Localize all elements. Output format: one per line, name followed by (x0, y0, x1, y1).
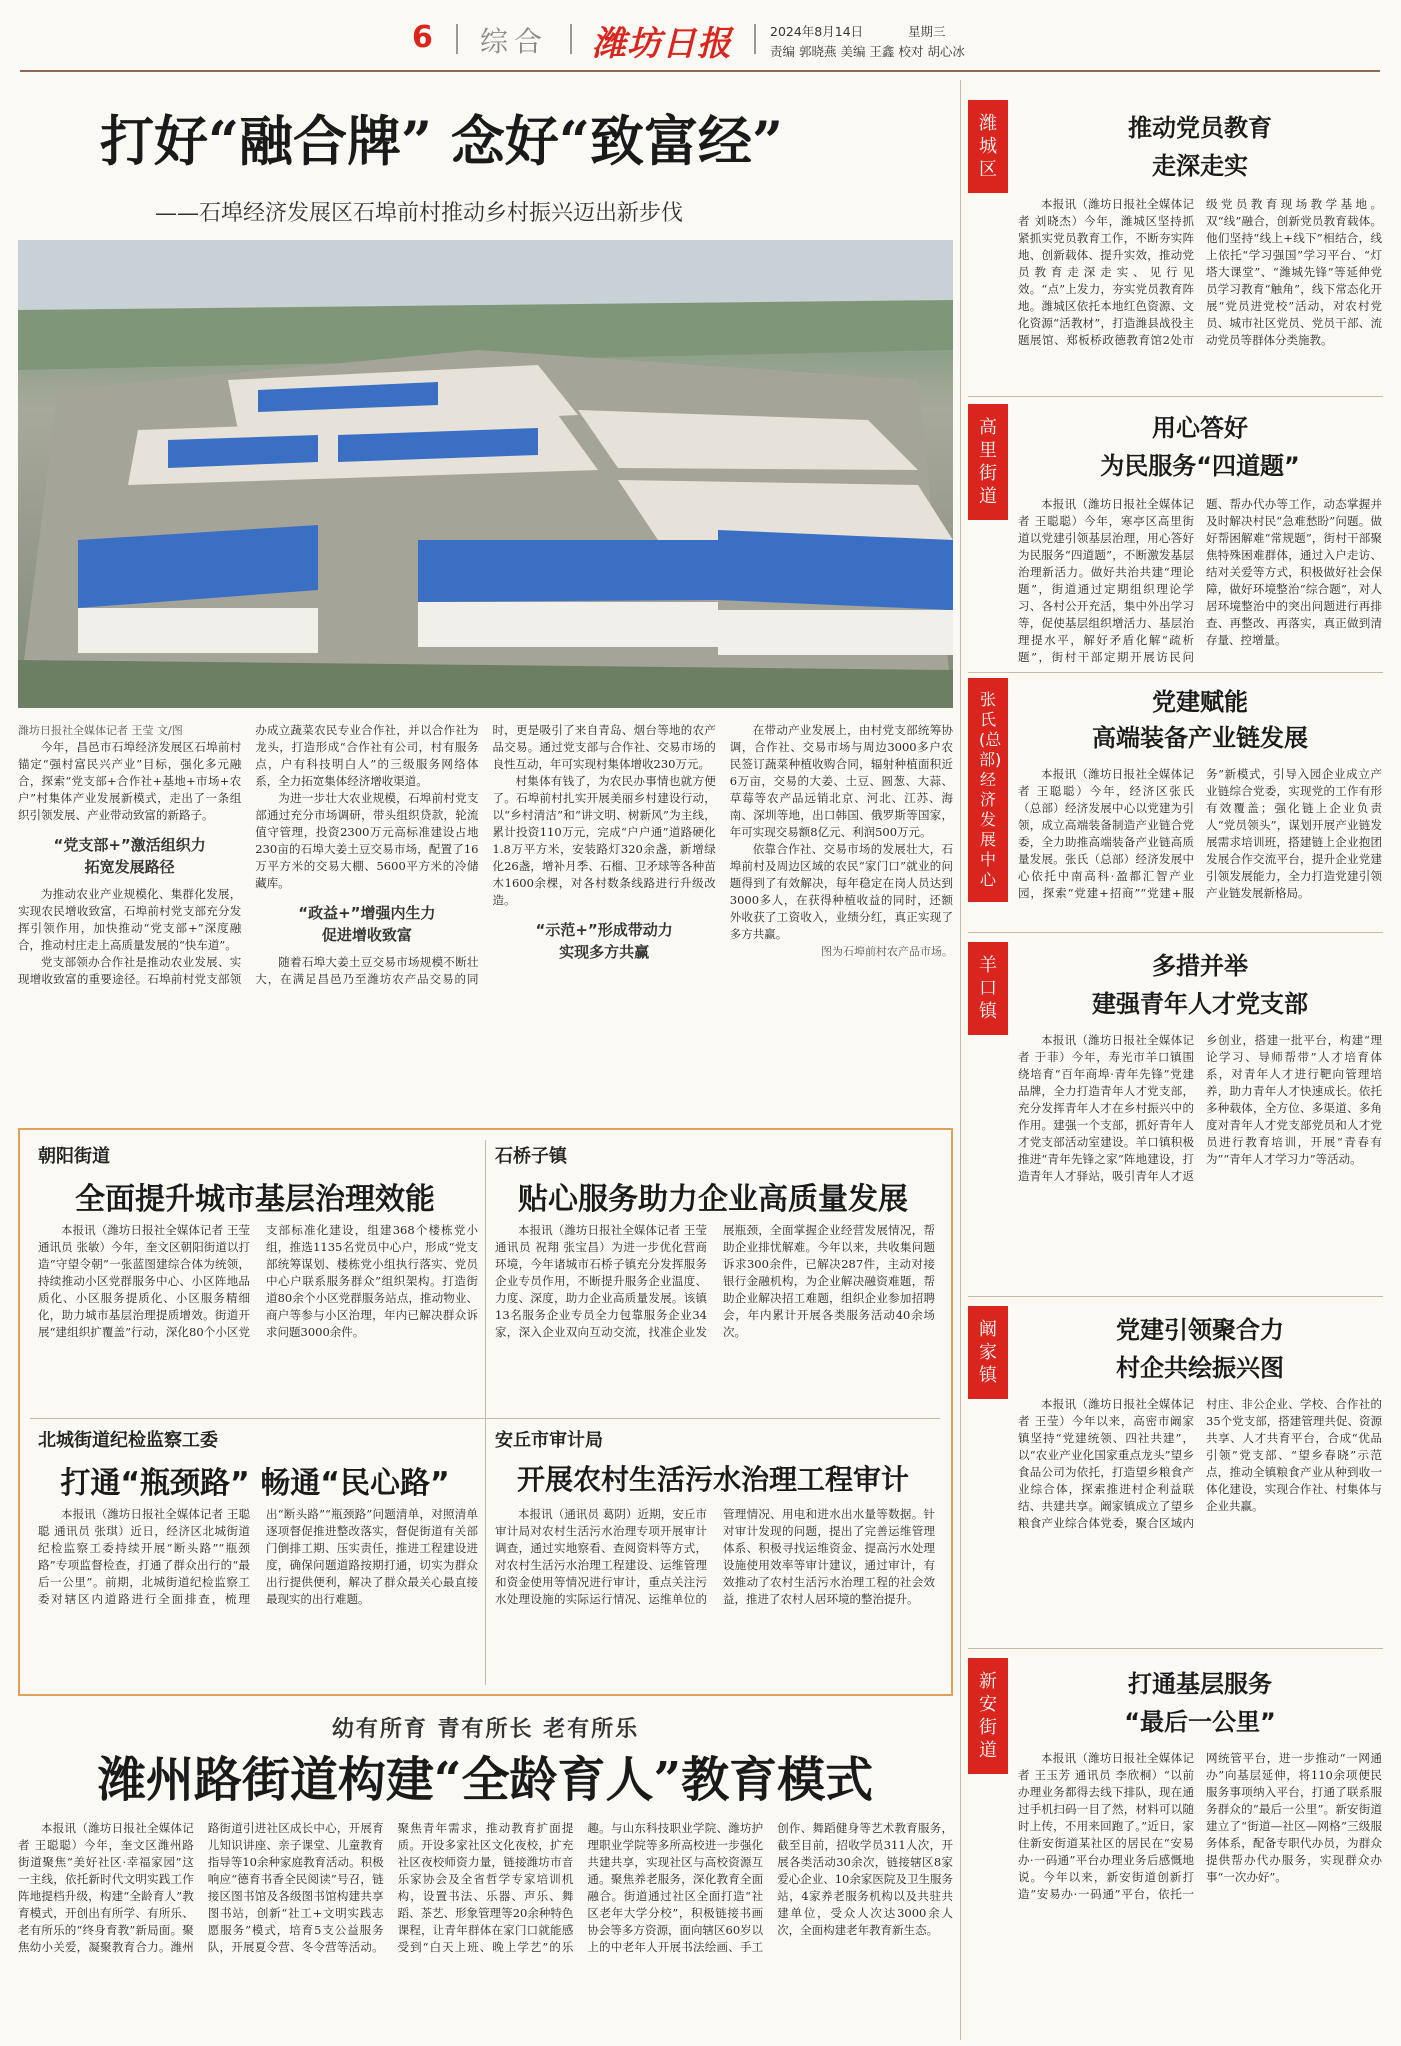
b2-title-1: 用心答好 (1152, 414, 1248, 442)
b3-title-2: 高端装备产业链发展 (1092, 724, 1308, 752)
right-column-rule (960, 80, 961, 2040)
brief-title-chaoyang: 全面提升城市基层治理效能 (75, 1182, 435, 1217)
district-tag-zhangshi-label: 张氏(总部)经济发展中心 (979, 690, 1002, 889)
masthead-divider-3 (754, 24, 756, 54)
divider-b2 (968, 672, 1383, 673)
main-paragraph-8: 依靠合作社、交易市场的发展壮大，石埠前村及周边区域的农民“家门口”就业的问题得到了有效解决，每年稳定在岗人员达到3000多人，在获得种植收益的同时，还额外收获了工资收入，业绩分红，真正实现了多方共赢。 (729, 842, 953, 941)
photo-note: 图为石埠前村农产品市场。 (821, 945, 953, 958)
b1-title-2: 走深走实 (1152, 152, 1248, 180)
b1-body (1018, 196, 1382, 386)
b4-body (1018, 1032, 1382, 1290)
brief-place-anqiu: 安丘市审计局 (495, 1430, 603, 1451)
masthead-divider-1 (456, 24, 458, 54)
main-paragraph-5: 随着石埠大姜土豆交易市场规模不断壮大，在满足昌邑乃至潍坊农产品交易的同时，更是吸引了来自青岛、烟台等地的农产品交易。通过党支部与合作社、交易市场的良性互动，年可实现村集体增收230万元。 (255, 723, 716, 986)
b5-title-1: 党建引领聚合力 (1116, 1316, 1284, 1344)
bottom-story-body (18, 1820, 953, 2040)
page-number: 6 (412, 20, 433, 55)
b3-text: 本报讯（潍坊日报社全媒体记者 王聪聪）今年，经济区张氏（总部）经济发展中心以党建为引领，成立高端装备制造产业链合党委，全力助推高端装备产业链高质量发展。张氏（总部）经济发展中心依托中南高科·盈都汇智产业园，探索“党建+招商”“党建+服务”新模式，引导入园企业成立产业链综合党委，实现党的工作有形有效覆盖；强化链上企业负责人“党员领头”，谋划开展产业链发展需求培训班，搭建链上企业抱团发展合作交流平台，提升企业党建引领发展能力，全力打造党建引领产业链发展新格局。 (1018, 767, 1382, 900)
district-tag-zhangshi (968, 678, 1008, 902)
b6-title-2: “最后一公里” (1124, 1708, 1276, 1736)
brief-place-shiqiaozi: 石桥子镇 (495, 1146, 567, 1167)
b5-title-2: 村企共绘振兴图 (1116, 1354, 1284, 1382)
district-tag-xinan (968, 1658, 1008, 1774)
brief-body-shiqiaozi (495, 1222, 935, 1412)
main-section-1-subhead: 拓宽发展路径 (84, 858, 175, 876)
bottom-kicker: 幼有所育 青有所长 老有所乐 (331, 1717, 640, 1742)
district-tag-gaoli-label: 高里街道 (979, 417, 997, 507)
issue-weekday: 星期三 (908, 24, 946, 39)
brief-body-beicheng (38, 1506, 478, 1686)
b4-title-2: 建强青年人才党支部 (1092, 990, 1308, 1018)
masthead-divider-2 (570, 24, 572, 54)
b2-body (1018, 496, 1382, 668)
brief-text-beicheng: 本报讯（潍坊日报社全媒体记者 王聪聪 通讯员 张琪）近日，经济区北城街道纪检监察工委持续开展“断头路”“瓶颈路”专项监督检查，打通了群众出行的“最后一公里”。前期，北城街道纪检监察工委对辖区内道路进行全面排查，梳理出“断头路”“瓶颈路”问题清单，对照清单逐项督促推进整改落实，督促街道有关部门倒排工期、压实责任，推进工程建设进度，确保问题道路按期打通，切实为群众出行提供便利，解决了群众最关心最直接最现实的出行难题。 (38, 1507, 478, 1606)
masthead-rule (20, 70, 1380, 72)
brief-title-beicheng: 打通“瓶颈路” 畅通“民心路” (60, 1466, 450, 1501)
main-section-3-subhead: 实现多方共赢 (559, 943, 650, 961)
district-tag-kanjia (968, 1306, 1008, 1399)
b3-title-1: 党建赋能 (1152, 688, 1248, 716)
brief-place-beicheng: 北城街道纪检监察工委 (38, 1430, 218, 1451)
b4-text: 本报讯（潍坊日报社全媒体记者 于菲）今年，寿光市羊口镇围绕培育“百年商埠·青年先锋”党建品牌，全力打造青年人才党支部，充分发挥青年人才在乡村振兴中的作用。建强一个支部，抓好青年人才党支部活动室建设。羊口镇积极推进“青年先锋之家”阵地建设，打造青年人才驿站，吸引青年人才返乡创业，搭建一批平台，构建“理论学习、导师帮带”人才培育体系，对青年人才进行靶向管理培养，助力青年人才快速成长。依托多种载体，全方位、多渠道、多角度对青年人才党支部党员和人才党员进行教育培训，开展“青春有为”“青年人才学习力”等活动。 (1018, 1033, 1382, 1183)
issue-date: 2024年8月14日 (770, 24, 864, 39)
divider-b4 (968, 1296, 1383, 1297)
b1-title-1: 推动党员教育 (1128, 114, 1272, 142)
main-subheadline: ——石埠经济发展区石埠前村推动乡村振兴迈出新步伐 (155, 201, 684, 226)
b3-body (1018, 766, 1382, 904)
brief-text-anqiu: 本报讯（通讯员 葛阴）近期，安丘市审计局对农村生活污水治理专项开展审计调查，通过实地察看、查阅资料等方式，对农村生活污水治理工程建设、运维管理和资金使用等情况进行审计，重点关注污水处理设施的实际运行情况、运维单位的管理情况、用电和进水出水量等数据。针对审计发现的问题，提出了完善运维管理体系、积极寻找运维资金、提高污水处理设施使用效率等审计建议，通过审计，有效推动了农村生活污水治理工程的社会效益，推进了农村人居环境的整治提升。 (495, 1507, 935, 1606)
paper-logo: 潍坊日报 (592, 24, 732, 64)
district-tag-gaoli (968, 404, 1008, 520)
brief-body-anqiu (495, 1506, 935, 1686)
divider-b3 (968, 932, 1383, 933)
brief-body-chaoyang (38, 1222, 478, 1412)
divider-b5 (968, 1648, 1383, 1649)
b2-title-2: 为民服务“四道题” (1100, 452, 1300, 480)
brief-title-shiqiaozi: 贴心服务助力企业高质量发展 (518, 1182, 908, 1217)
main-headline: 打好“融合牌” 念好“致富经” (100, 109, 784, 173)
section-name: 综合 (480, 25, 549, 58)
main-paragraph-4: 为进一步壮大农业规模，石埠前村党支部通过充分市场调研，带头组织贷款，轮流值守管理，投资2300万元高标准建设占地230亩的石埠大姜土豆交易市场，配置了16万平方米的交易大棚、5600平方米的冷储藏库。 (255, 791, 479, 890)
divider-b1 (968, 396, 1383, 397)
editor-credits: 责编 郭晓燕 美编 王鑫 校对 胡心冰 (770, 44, 965, 59)
main-paragraph-6: 村集体有钱了，为农民办事情也就方便了。石埠前村扎实开展美丽乡村建设行动，以“乡村清洁”和“讲文明、树新风”为主线，累计投资110万元，完成“户户通”道路硬化1.8万平方米，安装路灯320余盏，新增绿化26盏，增补月季、石榴、卫矛球等各种苗木1600余棵，对各村数条线路进行升级改造。 (492, 774, 716, 907)
main-story-body (18, 722, 953, 1162)
main-section-2-subhead: 促进增收致富 (321, 926, 412, 944)
district-tag-kanjia-label: 阚家镇 (979, 1319, 997, 1386)
main-section-2-head: “政益+”增强内生力 (298, 904, 436, 922)
main-paragraph-1: 今年，昌邑市石埠经济发展区石埠前村锚定“强村富民兴产业”目标，强化多元融合，探索“党支部+合作社+基地+市场+农户”村集体产业发展新模式，走出了一条组织引领发展、产业带动致富的新路子。 (18, 740, 242, 822)
main-section-3-head: “示范+”形成带动力 (535, 921, 673, 939)
main-caption: 潍坊日报社全媒体记者 王莹 文/图 (18, 724, 183, 737)
b5-text: 本报讯（潍坊日报社全媒体记者 王莹）今年以来，高密市阚家镇坚持“党建统领、四社共建”，以“农业产业化国家重点龙头”望乡食品公司为依托，打造望乡粮食产业综合体，探索推进村企利益联结、共建共享。阚家镇成立了望乡粮食产业综合体党委，聚合区域内村庄、非公企业、学校、合作社的35个党支部，搭建管理共促、资源共享、人才共育平台，合成“优品引领”党支部、“望乡春晓”示范点，推动全镇粮食产业从种到收一体化建设，实现合作社、村集体与企业共赢。 (1018, 1397, 1382, 1530)
b2-text: 本报讯（潍坊日报社全媒体记者 王聪聪）今年，寒亭区高里街道以党建引领基层治理，用心答好为民服务“四道题”，不断激发基层治理新活力。做好共治共建“理论题”，街道通过定期组织理论学习、各村公开充活，集中外出学习等，促使基层组织增活力、基层治理提水平，解好矛盾化解“疏析题”，街村干部定期开展访民问题、帮办代办等工作，动态掌握并及时解决村民“急难愁盼”问题。做好帮困解难“常规题”，街村干部聚焦特殊困难群体，通过入户走访、结对关爱等方式，积极做好社会保障，做好环境整治“综合题”，对人居环境整治中的突出问题进行再排查、再整改、再落实，真正做到清存量、控增量。 (1018, 497, 1382, 664)
b4-title-1: 多措并举 (1152, 952, 1248, 980)
brief-title-anqiu: 开展农村生活污水治理工程审计 (516, 1463, 909, 1496)
main-paragraph-2: 为推动农业产业规模化、集群化发展，实现农民增收致富，石埠前村党支部充分发挥引领作用，加快推动“党支部+”深度融合，推动村庄走上高质量发展的“快车道”。 (18, 887, 242, 952)
district-tag-xinan-label: 新安街道 (979, 1671, 997, 1761)
b6-body (1018, 1750, 1382, 2038)
bottom-text: 本报讯（潍坊日报社全媒体记者 王聪聪）今年，奎文区潍州路街道聚焦“美好社区·幸福家园”这一主线，依托新时代文明实践工作阵地提档升级，构建“全龄育人”教育模式，开创出有所学、有所乐、老有所乐的“终身育教”新局面。聚焦幼小关爱，凝聚教育合力。潍州路街道引进社区成长中心，开展育儿知识讲座、亲子课堂、儿童教育指导等10余种家庭教育活动。积极响应“德育书香全民阅读”号召，链接区图书馆及各级图书馆构建共享图书站，创新“社工+文明实践志愿服务”模式，培育5支公益服务队，开展夏令营、冬令营等活动。聚焦青年需求，推动教育扩面提质。开设多家社区文化夜校，扩充社区夜校师资力量，链接潍坊市音乐家协会及全省哲学专家培训机构，设置书法、乐器、声乐、舞蹈、茶艺、形象管理等20余种特色课程，让青年群体在家门口就能感受到“白天上班、晚上学艺”的乐趣。与山东科技职业学院、潍坊护理职业学院等多所高校进一步强化共建共享，实现社区与高校资源互通。聚焦养老服务，深化教育全面融合。街道通过社区全面打造“社区老年大学分校”，积极链接书画协会等多方资源，面向辖区60岁以上的中老年人开展书法绘画、手工创作、舞蹈健身等艺术教育服务，截至目前，招收学员311人次，开展各类活动30余次，链接辖区8家爱心企业、10余家医院及卫生服务站，4家养老服务机构以及共驻共建单位，受众人次达3000余人次，全面构建老年教育新生态。 (18, 1821, 953, 1954)
main-paragraph-3: 党支部领办合作社是推动农业发展、实现增收致富的重要途径。石埠前村党支部领办成立蔬菜农民专业合作社，并以合作社为龙头，打造形成“合作社有公司，村有服务点，户有科技明白人”的三级服务网络体系，全力拓宽集体经济增收渠道。 (18, 723, 479, 986)
district-tag-yangkou-label: 羊口镇 (979, 955, 997, 1022)
masthead (0, 0, 1401, 70)
market-photo (18, 240, 953, 708)
district-tag-weicheng-label: 潍城区 (979, 113, 997, 180)
photo-illustration (18, 240, 953, 708)
b5-body (1018, 1396, 1382, 1642)
brief-text-chaoyang: 本报讯（潍坊日报社全媒体记者 王莹 通讯员 张敏）今年，奎文区朝阳街道以打造“守望令朝”一张蓝图建综合体为统领，持续推动小区党群服务中心、小区阵地品质化、小区服务提质化、小区服务精细化，助力城市基层治理提质增效。街道开展“建组织扩覆盖”行动，深化80个小区党支部标准化建设，组建368个楼栋党小组，推选1135名党员中心户，形成“党支部统筹谋划、楼栋党小组执行落实、党员中心户联系服务群众”组织架构。打造街道80余个小区党群服务站点，推动物业、商户等参与小区治理，年内已解决群众诉求问题3000余件。 (38, 1223, 478, 1339)
bottom-headline: 潍州路街道构建“全龄育人”教育模式 (97, 1752, 874, 1808)
main-section-1-head: “党支部+”激活组织力 (53, 836, 206, 854)
b6-title-1: 打通基层服务 (1128, 1670, 1272, 1698)
main-paragraph-7: 在带动产业发展上，由村党支部统筹协调，合作社、交易市场与周边3000多户农民签订蔬菜种植收购合同，辐射种植面积近6万亩，交易的大姜、土豆、圆葱、大蒜、草莓等农产品远销北京、河北、江苏、海南、深圳等地，出口韩国、俄罗斯等国家，年可实现交易额8亿元、利润500万元。 (729, 723, 953, 839)
b1-text: 本报讯（潍坊日报社全媒体记者 刘晓杰）今年，潍城区坚持抓紧抓实党员教育工作，不断夯实阵地、创新载体、提升实效，推动党员教育走深走实、见行见效。“点”上发力，夯实党员教育阵地。潍城区依托本地红色资源、文化资源“活教材”，打造潍县战役主题展馆、郑板桥政德教育馆2处市级党员教育现场教学基地。双“线”融合，创新党员教育载体。他们坚持“线上+线下”相结合，线上依托“学习强国”学习平台、“灯塔大课堂”、“潍城先锋”等延伸党员学习教育“触角”，线下常态化开展“党员进党校”活动，对农村党员、城市社区党员、党员干部、流动党员等群体分类施教。 (1018, 197, 1382, 347)
b6-text: 本报讯（潍坊日报社全媒体记者 王玉芳 通讯员 李欣桐）“以前办理业务都得去线下排队，现在通过手机扫码一目了然，材料可以随时上传，不用来回跑了。”近日，家住新安街道某社区的居民在“安易办·一码通”平台办理业务后感慨地说。今年以来，新安街道创新打造“安易办·一码通”平台，依托一网统管平台，进一步推动“一网通办”向基层延伸，将110余项便民服务事项纳入平台，打通了联系服务群众的“最后一公里”。新安街道建立了“街道—社区—网格”三级服务体系，配备专职代办员，为群众提供帮办代办服务，实现群众办事“一次办好”。 (1018, 1751, 1382, 1901)
district-tag-yangkou (968, 942, 1008, 1035)
brief-vertical-rule (485, 1140, 486, 1685)
district-tag-weicheng (968, 100, 1008, 193)
brief-place-chaoyang: 朝阳街道 (38, 1146, 110, 1167)
brief-text-shiqiaozi: 本报讯（潍坊日报社全媒体记者 王莹 通讯员 祝翔 张宝昌）为进一步优化营商环境，今年诸城市石桥子镇充分发挥服务企业专员作用，不断提升服务企业温度、力度、深度，助力企业高质量发展。该镇13名服务企业专员全力包靠服务企业34家，深入企业双向互动交流，找准企业发展瓶颈，全面掌握企业经营发展情况，帮助企业排忧解难。今年以来，共收集问题诉求300余件，已解决287件，主动对接银行金融机构，为企业解决融资难题，帮助企业解决招工难题，组织企业参加招聘会，年内累计开展各类服务活动40余场次。 (495, 1223, 935, 1339)
